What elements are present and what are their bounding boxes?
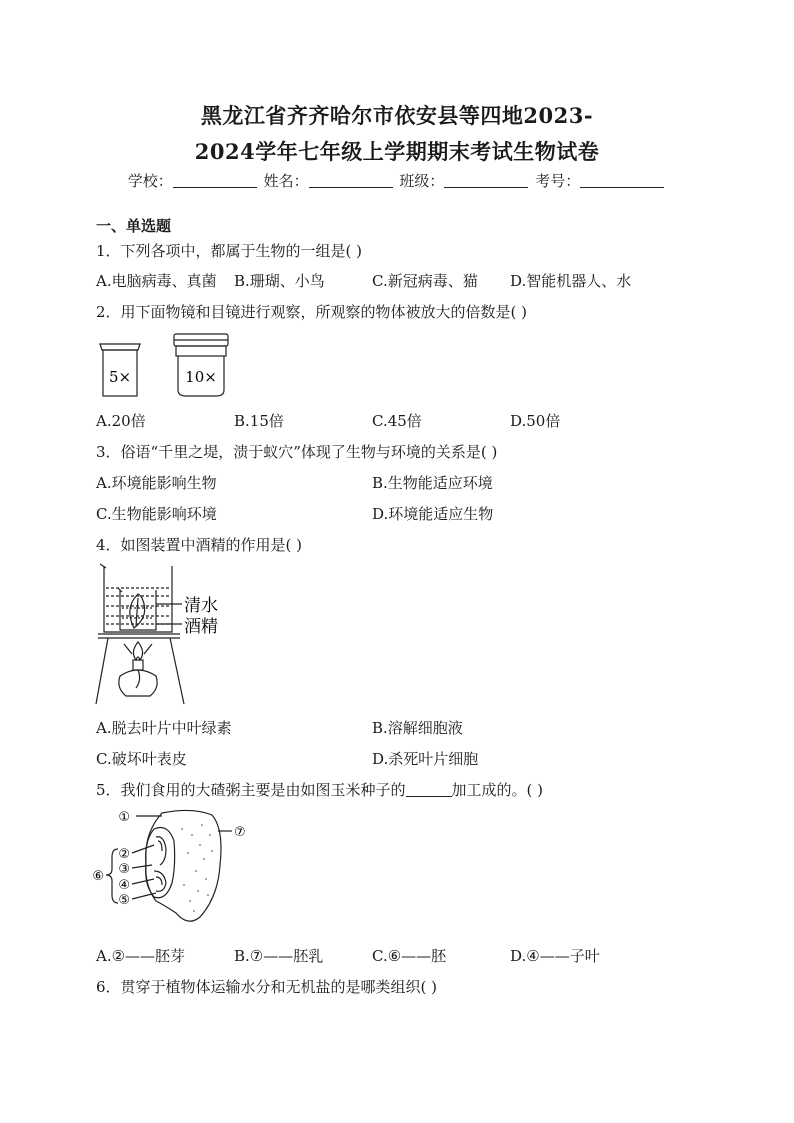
q5-option-b[interactable]: B.⑦——胚乳 <box>234 947 324 965</box>
q5-option-d[interactable]: D.④——子叶 <box>510 947 600 965</box>
exam-title-line-1: 黑龙江省齐齐哈尔市依安县等四地2023- <box>200 103 594 128</box>
question-6: 6．贯穿于植物体运输水分和无机盐的是哪类组织( ) <box>96 978 438 996</box>
seed-label-7: ⑦ <box>234 825 246 840</box>
q1-option-b[interactable]: B.珊瑚、小鸟 <box>234 272 325 290</box>
seed-label-6: ⑥ <box>92 869 104 884</box>
q4-option-c[interactable]: C.破坏叶表皮 <box>96 750 187 768</box>
seed-label-1: ① <box>118 810 130 825</box>
question-3: 3．俗语“千里之堤，溃于蚁穴”体现了生物与环境的关系是( ) <box>96 443 498 461</box>
q3-option-a[interactable]: A.环境能影响生物 <box>96 474 217 492</box>
lens-figure <box>94 330 244 402</box>
q1-option-d[interactable]: D.智能机器人、水 <box>510 272 632 290</box>
corn-seed-figure <box>92 805 252 931</box>
q3-option-d[interactable]: D.环境能适应生物 <box>372 505 494 523</box>
question-4: 4．如图装置中酒精的作用是( ) <box>96 536 303 554</box>
class-blank[interactable] <box>444 173 528 188</box>
name-label: 姓名： <box>263 172 309 190</box>
q4-option-d[interactable]: D.杀死叶片细胞 <box>372 750 479 768</box>
question-2: 2．用下面物镜和目镜进行观察，所观察的物体被放大的倍数是( ) <box>96 303 528 321</box>
section-heading: 一、单选题 <box>96 217 172 235</box>
student-info-row <box>0 170 794 191</box>
apparatus-drawing <box>96 564 184 704</box>
name-blank[interactable] <box>309 173 393 188</box>
q2-option-d[interactable]: D.50倍 <box>510 412 561 430</box>
school-label: 学校： <box>127 172 173 190</box>
exam-title-line-2: 2024学年七年级上学期期末考试生物试卷 <box>194 139 600 164</box>
objective-shape <box>174 334 228 396</box>
q3-option-b[interactable]: B.生物能适应环境 <box>372 474 493 492</box>
q4-option-b[interactable]: B.溶解细胞液 <box>372 719 463 737</box>
q3-option-c[interactable]: C.生物能影响环境 <box>96 505 217 523</box>
seed-label-5: ⑤ <box>118 893 130 908</box>
q2-option-a[interactable]: A.20倍 <box>96 412 146 430</box>
q4-option-a[interactable]: A.脱去叶片中叶绿素 <box>96 719 232 737</box>
eyepiece-label: 5× <box>108 368 132 386</box>
q5-option-a[interactable]: A.②——胚芽 <box>96 947 186 965</box>
school-blank[interactable] <box>173 173 257 188</box>
q2-option-c[interactable]: C.45倍 <box>372 412 422 430</box>
number-label: 考号： <box>535 172 581 190</box>
question-1: 1．下列各项中，都属于生物的一组是( ) <box>96 242 363 260</box>
alcohol-decolor-figure <box>94 560 244 708</box>
question-5-text-before: 5．我们食用的大碴粥主要是由如图玉米种子的 <box>96 781 406 799</box>
class-label: 班级： <box>399 172 445 190</box>
seed-label-2: ② <box>118 847 130 862</box>
seed-label-4: ④ <box>118 878 130 893</box>
objective-label: 10× <box>185 368 217 386</box>
q1-option-c[interactable]: C.新冠病毒、猫 <box>372 272 478 290</box>
q2-option-b[interactable]: B.15倍 <box>234 412 284 430</box>
answer-blank[interactable] <box>406 784 452 797</box>
q5-option-c[interactable]: C.⑥——胚 <box>372 947 447 965</box>
endosperm-dots <box>181 824 213 912</box>
q1-option-a[interactable]: A.电脑病毒、真菌 <box>96 272 217 290</box>
question-5 <box>96 779 543 800</box>
number-blank[interactable] <box>580 173 664 188</box>
water-label: 清水 <box>184 596 218 616</box>
alcohol-label: 酒精 <box>184 617 218 637</box>
seed-label-3: ③ <box>118 862 130 877</box>
question-5-text-after: 加工成的。( ) <box>451 781 544 799</box>
